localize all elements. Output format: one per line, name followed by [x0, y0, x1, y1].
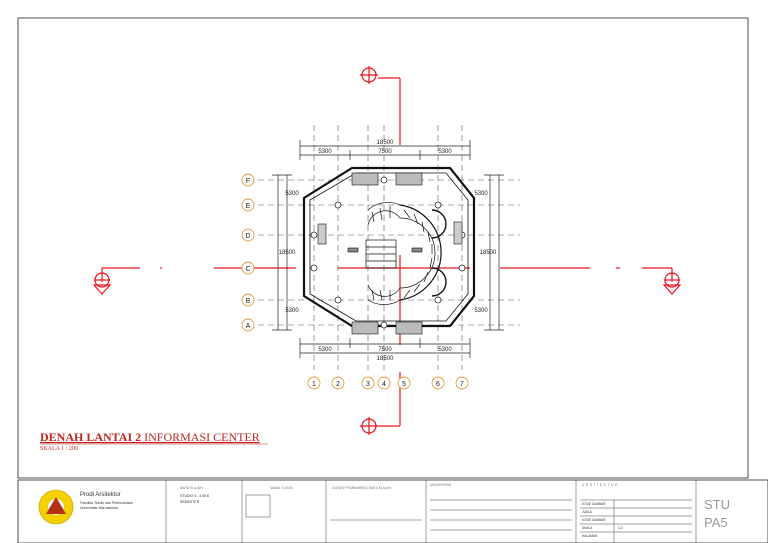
- title-scale: SKALA 1 : 200: [40, 446, 78, 452]
- dim-left-bottom: 5300: [285, 308, 299, 314]
- dim-right-bottom: 5300: [474, 308, 488, 314]
- sheet-border: [18, 18, 748, 478]
- studio-text: STU: [704, 497, 730, 512]
- scale-value: 1:2: [618, 526, 623, 530]
- university-logo: [39, 490, 73, 524]
- grid-marker-7: [456, 377, 468, 389]
- dim-top-overall: 18500: [376, 140, 394, 146]
- grid-lines: [258, 125, 520, 370]
- dim-left-top: 5300: [285, 191, 299, 197]
- svg-text:F: F: [245, 178, 251, 185]
- course-header: MATA KULIAH: [180, 486, 203, 490]
- grid-marker-F: [242, 174, 254, 186]
- dim-bottom-overall: 18500: [376, 356, 394, 362]
- drawing-title: [40, 430, 268, 452]
- columns: [311, 177, 465, 328]
- dim-top-right: 5300: [438, 149, 452, 155]
- dim-right-overall: 18500: [479, 250, 497, 256]
- section-axis-horizontal: [102, 268, 672, 282]
- grid-marker-A: [242, 319, 254, 331]
- title-bold: DENAH LANTAI 2: [40, 430, 142, 444]
- svg-text:A: A: [245, 323, 251, 330]
- upper-stair-block: [352, 173, 422, 334]
- dim-bottom-left: 5300: [318, 347, 332, 353]
- semester-label: SEMESTER: [180, 500, 200, 504]
- row-grid-markers: [242, 174, 254, 331]
- grid-marker-2: [332, 377, 344, 389]
- dim-right-top: 5300: [474, 191, 488, 197]
- dim-left-overall: 18500: [278, 250, 296, 256]
- dim-top-left: 5300: [318, 149, 332, 155]
- svg-text:B: B: [245, 298, 251, 305]
- grid-marker-C: [242, 262, 254, 274]
- grid-marker-1: [308, 377, 320, 389]
- svg-text:2: 2: [336, 381, 340, 388]
- grid-marker-4: [378, 377, 390, 389]
- svg-text:E: E: [245, 203, 251, 210]
- sheet-row-5: HALAMAN: [582, 534, 598, 538]
- grid-marker-6: [432, 377, 444, 389]
- section-marker-top: [360, 66, 378, 84]
- grid-marker-E: [242, 199, 254, 211]
- column-grid-markers: [308, 377, 468, 389]
- dim-bottom-middle: 7500: [378, 347, 392, 353]
- sheet-row-3: KODE GAMBAR: [582, 518, 606, 522]
- sheet-header: ARSITEKTUR: [582, 483, 620, 487]
- grid-marker-D: [242, 229, 254, 241]
- course-name: STUDIO 4 - 4 SKS: [180, 494, 210, 498]
- sheet-row-2: JUDUL: [582, 510, 593, 514]
- svg-text:3: 3: [366, 381, 370, 388]
- dim-bottom-right: 5300: [438, 347, 452, 353]
- grid-marker-5: [398, 377, 410, 389]
- university-name: Universitas Warmadewa: [80, 506, 118, 510]
- svg-text:1: 1: [312, 381, 316, 388]
- dim-top-middle: 7500: [378, 149, 392, 155]
- program-name: Prodi Arsitektur: [80, 492, 121, 498]
- grid-marker-3: [362, 377, 374, 389]
- svg-text:7: 7: [460, 381, 464, 388]
- svg-text:D: D: [245, 233, 251, 240]
- svg-text:6: 6: [436, 381, 440, 388]
- grid-marker-B: [242, 294, 254, 306]
- sheet-row-4: SKALA: [582, 526, 593, 530]
- faculty-name: Fakultas Teknik dan Perencanaan: [80, 501, 133, 505]
- title-block-frame: [18, 480, 768, 543]
- task-header: NAMA TUGAS: [270, 486, 293, 490]
- section-marker-bottom: [360, 417, 378, 435]
- title-block-text: [80, 483, 730, 538]
- title-block: [166, 480, 696, 543]
- svg-text:4: 4: [382, 381, 386, 388]
- svg-text:DENAH LANTAI 2 INFORMASI CENTE: [40, 430, 260, 444]
- section-axis-vertical: [378, 78, 400, 426]
- svg-text:5: 5: [402, 381, 406, 388]
- svg-text:C: C: [245, 266, 251, 273]
- studio-text-2: PA5: [704, 515, 728, 530]
- student-header: MAHASISWA: [430, 483, 452, 487]
- title-rest: INFORMASI CENTER: [141, 430, 260, 444]
- lecturer-header: DOSEN PEMBIMBING MATA KULIAH: [332, 486, 392, 490]
- central-stair: [366, 202, 446, 304]
- sheet-row-1: KODE GAMBAR: [582, 502, 606, 506]
